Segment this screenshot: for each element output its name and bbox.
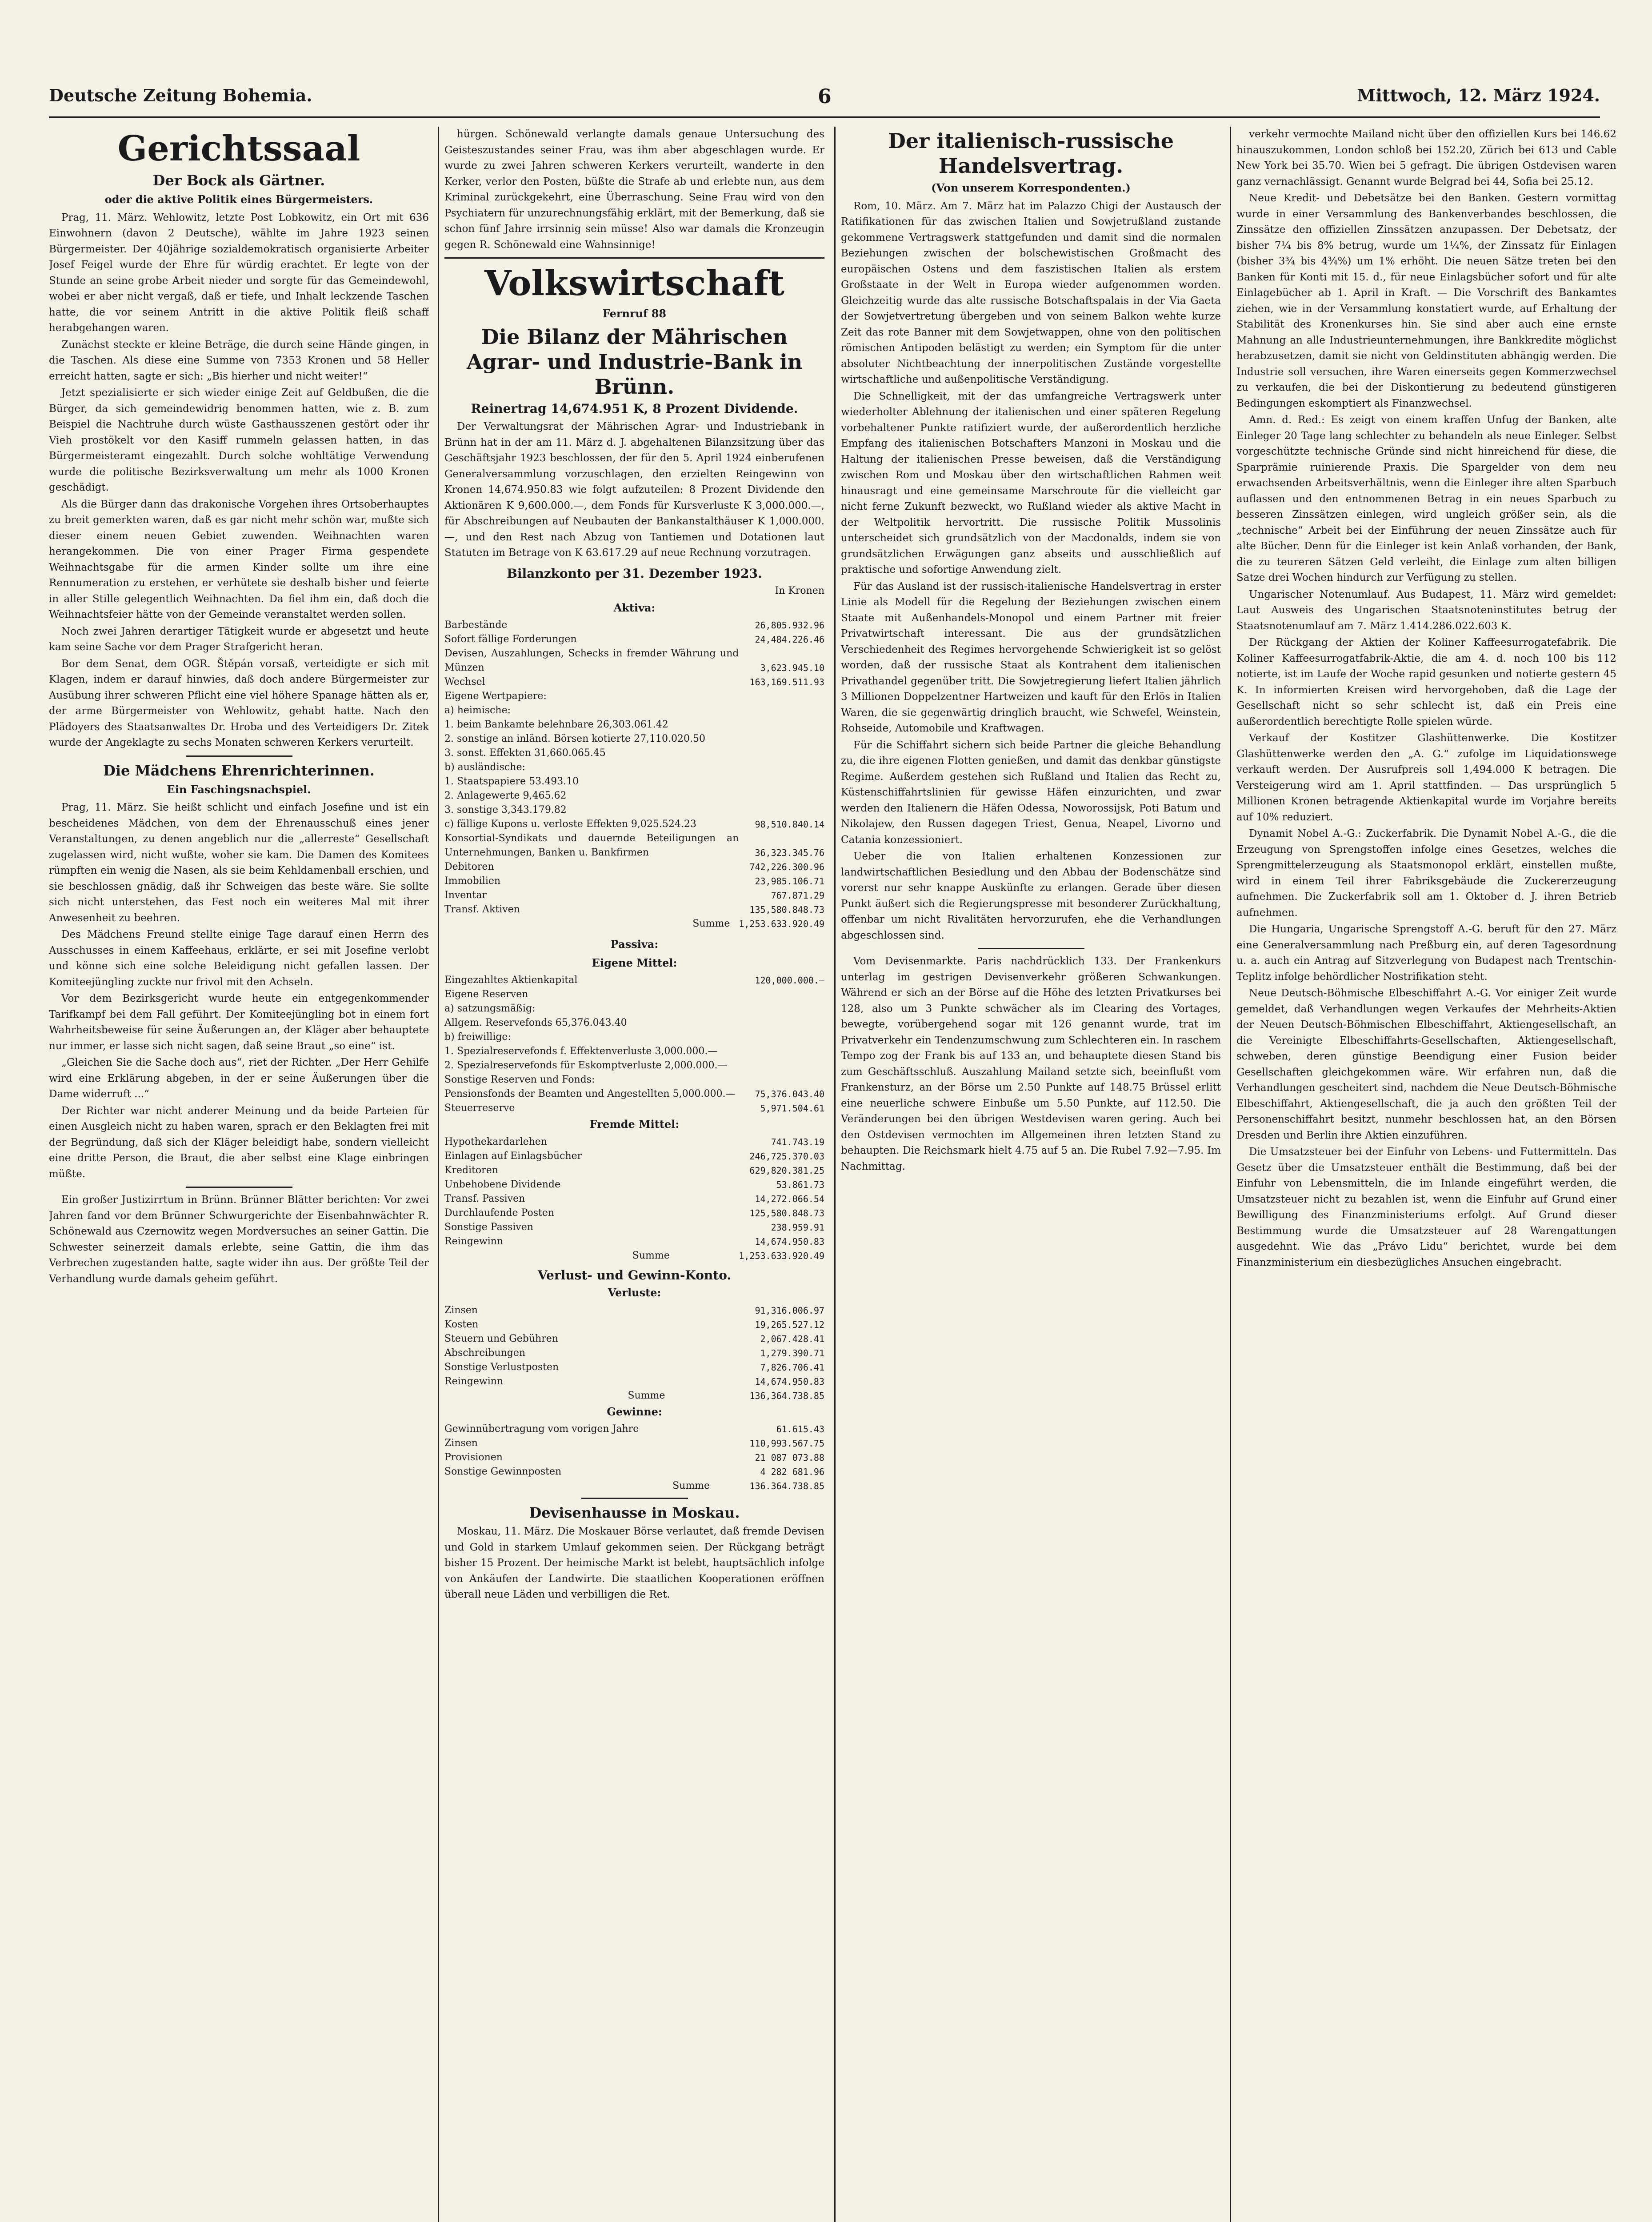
section-rule xyxy=(444,257,824,259)
table-row xyxy=(444,1059,824,1073)
table-row xyxy=(444,1206,824,1220)
row-label: c) fällige Kupons u. verloste Effekten 9,025.524.23 xyxy=(444,819,696,830)
row-label: Sofort fällige Forderungen xyxy=(444,634,577,645)
article-title: Devisenhausse in Moskau. xyxy=(529,1504,740,1521)
table-row xyxy=(444,860,824,874)
paragraph: Für die Schiffahrt sichern sich beide Partner die gleiche Behandlung zu, die ihre eigenen Flotten genießen, und damit das denkbar günstigste Regime. Außerdem gestehen sich Rußland und Italien das Recht zu, Küstenschiffahrtslinien für gewisse Häfen einzurichten, und zwar werden den Italienern die Häfen Odessa, Noworossijsk, Poti Batum und Nikolajew, den Russen dagegen Triest, Genua, Neapel, Livorno und Catania konzessioniert. xyxy=(841,739,1221,846)
fremde-mittel-table xyxy=(444,1135,824,1263)
table-row xyxy=(444,1422,824,1436)
article-divider xyxy=(186,755,292,757)
table-row xyxy=(444,1375,824,1389)
row-label: 3. sonstige 3,343.179.82 xyxy=(444,804,567,815)
article-body xyxy=(49,800,429,1182)
article-subtitle: oder die aktive Politik eines Bürgermeisters. xyxy=(104,193,373,206)
section-phone: Fernruf 88 xyxy=(602,307,667,320)
column-4 xyxy=(1236,127,1616,2222)
row-value: 741.743.19 xyxy=(771,1136,824,1147)
column-3 xyxy=(841,127,1221,2222)
table-row xyxy=(444,703,824,718)
table-row xyxy=(444,760,824,775)
gewinne-label: Gewinne: xyxy=(607,1405,662,1418)
row-label: 3. sonst. Effekten 31,660.065.45 xyxy=(444,747,606,759)
row-value: 91,316.006.97 xyxy=(755,1305,824,1316)
table-row xyxy=(444,1087,824,1101)
table-row xyxy=(444,903,824,917)
row-value: 1,253.633.920.49 xyxy=(739,1250,824,1261)
paragraph: Neue Deutsch-Böhmische Elbeschiffahrt A.-G. Vor einiger Zeit wurde gemeldet, daß Verhandlungen wegen Verkaufes der Mehrheits-Aktien der Neuen Deutsch-Böhmischen Elbeschiffahrt, Aktiengesellschaft, an die Vereinigte Elbeschiffahrts-Gesellschaften, Aktiengesellschaft, schweben, deren günstige Beendigung einer Fusion beider Gesellschaften gleichgekommen wäre. Wir erfahren nun, daß die Verhandlungen gescheitert sind, nachdem die Neue Deutsch-Böhmische Elbeschiffahrt, Aktiengesellschaft, die ja auch den größten Teil der Personenschiffahrt besitzt, nunmehr beschlossen hat, an den Börsen Dresden und Berlin ihre Aktien einzuführen. xyxy=(1236,987,1616,1141)
verluste-label: Verluste: xyxy=(608,1286,661,1299)
paragraph: Prag, 11. März. Wehlowitz, letzte Post Lobkowitz, ein Ort mit 636 Einwohnern (davon 2 Deutsche), wählte im Jahre 1923 seinen Bürgermeister. Der 40jährige sozialdemokratisch organisierte Arbeiter Josef Feigel wurde der Ehre für würdig erachtet. Er legte von der Stunde an seine grobe Arbeit nieder und sorgte für das Gemeindewohl, wobei er aber nicht vergaß, daß er tiefe, und Inhalt leckzende Taschen hatte, die vor seinem Antritt in die aktive Politik fleiß schaff herabgehangen waren. xyxy=(49,212,429,334)
article-body xyxy=(49,210,429,751)
article-title: Der italienisch-russische Handelsvertrag. xyxy=(888,129,1174,178)
masthead-date: Mittwoch, 12. März 1924. xyxy=(1357,85,1600,105)
row-label: Allgem. Reservefonds 65,376.043.40 xyxy=(444,1017,627,1028)
row-label: Barbestände xyxy=(444,619,508,631)
paragraph: Ueber die von Italien erhaltenen Konzessionen zur landwirtschaftlichen Besiedlung und den Abbau der Bodenschätze sind vorerst nur sehr knappe Auskünfte zu erlangen. Gerade über diesen Punkt äußert sich die Regierungspresse mit besonderer Zurückhaltung, offenbar um nicht Rivalitäten hervorzurufen, ehe die Verhandlungen abgeschlossen sind. xyxy=(841,851,1221,941)
paragraph: Der Verwaltungsrat der Mährischen Agrar- und Industriebank in Brünn hat in der am 11. März d. J. abgehaltenen Bilanzsitzung über das Geschäftsjahr 1923 beschlossen, der für den 5. April 1924 einberufenen Generalversammlung vorzuschlagen, den erzielten Reingewinn von Kronen 14,674.950.83 wie folgt aufzuteilen: 8 Prozent Dividende den Aktionären K 9,600.000.—, dem Fonds für Kursverluste K 3,000.000.—, für Abschreibungen auf Neubauten der Bankanstalthäuser K 1,000.000.—, und den Rest nach Abzug von Tantiemen und Dotationen laut Statuten im Betrage von K 63.617.29 auf neue Rechnung vorzutragen. xyxy=(444,421,824,559)
table-row xyxy=(444,1303,824,1318)
row-value: 26,805.932.96 xyxy=(755,620,824,631)
row-label: 1. Spezialreservefonds f. Effektenverluste 3,000.000.— xyxy=(444,1046,718,1057)
table-row xyxy=(444,1318,824,1332)
row-value: 767.871.29 xyxy=(771,890,824,901)
row-label: Gewinnübertragung vom vorigen Jahre xyxy=(444,1423,639,1435)
table-row xyxy=(444,803,824,817)
passiva-table xyxy=(444,973,824,1115)
table-row xyxy=(444,1346,824,1360)
table-row xyxy=(444,1178,824,1192)
row-value: 75,376.043.40 xyxy=(755,1089,824,1099)
table-row xyxy=(444,718,824,732)
row-label: Provisionen xyxy=(444,1452,503,1463)
balance-sheet-title: Bilanzkonto per 31. Dezember 1923. xyxy=(507,566,762,581)
table-row xyxy=(444,1163,824,1178)
table-row xyxy=(444,632,824,647)
passiva-label: Passiva: xyxy=(610,938,659,951)
paragraph: Vor dem Bezirksgericht wurde heute ein entgegenkommender Tarifkampf bei dem Fall geführt. Der Komiteejüngling bot in einem fort Wahrheitsbeweise für seine Äußerungen an, der Kläger aber behauptete nur immer, er lasse sich nicht sagen, daß seine Braut „so eine“ ist. xyxy=(49,993,429,1052)
row-value: 742,226.300.96 xyxy=(749,862,824,872)
article-title: Die Mädchens Ehrenrichterinnen. xyxy=(103,762,375,779)
table-row xyxy=(444,1389,824,1403)
article-title: Die Bilanz der Mährischen Agrar- und Industrie-Bank in Brünn. xyxy=(466,324,803,399)
table-row xyxy=(444,831,824,860)
row-label: Devisen, Auszahlungen, Schecks in fremder Währung und Münzen xyxy=(444,648,739,673)
row-value xyxy=(739,760,824,775)
article-body xyxy=(49,1192,429,1287)
column-divider xyxy=(834,127,836,2222)
row-value: 1,253.633.920.49 xyxy=(739,919,824,929)
row-label: 2. Anlagewerte 9,465.62 xyxy=(444,790,567,801)
row-value: 21 087 073.88 xyxy=(755,1452,824,1463)
row-label: b) freiwillige: xyxy=(444,1031,511,1043)
table-row xyxy=(444,1332,824,1346)
fremde-mittel-label: Fremde Mittel: xyxy=(589,1118,680,1131)
paragraph: Amn. d. Red.: Es zeigt von einem kraffen Unfug der Banken, alte Einleger 20 Tage lang schlechter zu behandeln als neue Einleger. Selbst vorgeschützte technische Gründe sind nicht hinreichend für diese, die Sparprämie ruinierende Praxis. Die Spargelder von dem neu erwachsenden Arbeitsverhältnis, wenn die Einleger ihre alten Sparbuch auflassen und den entnommenen Betrag in ein neues Sparbuch zu besseren Zinssätzen einlegen, wird ungleich größer sein, als die „technische“ Arbeit bei der Einführung der neuen Zinssätze auch für alte Bücher. Denn für die Einleger ist kein Anlaß vorhanden, der Bank, die zu teureren Sätzen Geld verleiht, die Einlage zum alten billigen Satze drei Wochen hindurch zur Verfügung zu stellen. xyxy=(1236,414,1616,583)
row-value: 61.615.43 xyxy=(776,1424,824,1435)
paragraph: hürgen. Schönewald verlangte damals genaue Untersuchung des Geisteszustandes seiner Frau, was ihm aber abgeschlagen wurde. Er wurde zu zwei Jahren schweren Kerkers verurteilt, wanderte in den Kerker, verlor den Posten, büßte die Strafe ab und erlebte nun, aus dem Kriminal zurückgekehrt, eine Überraschung. Seine Frau wird von den Psychiatern für unzurechnungsfähig erklärt, mit der Bemerkung, daß sie schon fünf Jahre irrsinnig sein müsse! Also war damals die Kronzeugin gegen R. Schönewald eine Wahnsinnige! xyxy=(444,128,824,251)
table-row xyxy=(444,874,824,888)
row-label: Durchlaufende Posten xyxy=(444,1207,555,1219)
row-label: a) satzungsmäßig: xyxy=(444,1003,536,1014)
table-row xyxy=(444,1436,824,1451)
row-label: 1. beim Bankamte belehnbare 26,303.061.42 xyxy=(444,719,668,730)
table-row xyxy=(444,1235,824,1249)
row-value xyxy=(751,987,824,1002)
masthead-page-number: 6 xyxy=(818,85,832,108)
row-label: Reingewinn xyxy=(444,1235,504,1247)
row-value xyxy=(739,789,824,803)
table-row xyxy=(444,817,824,831)
paragraph: Als die Bürger dann das drakonische Vorgehen ihres Ortsoberhauptes zu breit gemerkten waren, daß es gar nicht mehr schön war, mußte sich dieser einem neuen Gebiet zuwenden. Weihnachten waren herangekommen. Die von einer Prager Firma gespendete Weihnachtsgabe für die armen Kinder sollte um ihre eine Rennumeration zu erstehen, er verhütete sie deshalb bisher und feierte in aller Stille gelegentlich Weihnachten. Da fiel ihm ein, daß doch die Weihnachtsfeier hätte von der Gemeinde veranstaltet werden sollen. xyxy=(49,498,429,620)
row-value: 246,725.370.03 xyxy=(749,1151,824,1162)
table-row xyxy=(444,1002,824,1016)
row-value xyxy=(751,1044,824,1059)
row-value: 110,993.567.75 xyxy=(749,1438,824,1449)
row-value: 135,580.848.73 xyxy=(749,904,824,915)
row-value xyxy=(739,718,824,732)
paragraph: Die Schnelligkeit, mit der das umfangreiche Vertragswerk unter wiederholter Ablehnung der italienischen und einer späteren Regelung vorbehaltener Punkte ratifiziert wurde, der außerordentlich herzliche Empfang des italienischen Botschafters Manzoni in Moskau und die Haltung der italienischen Presse beweisen, daß die Verständigung zwischen Rom und Moskau über den wirtschaftlichen Rahmen weit hinausragt und eine gemeinsame Marschroute für die vielleicht gar nicht ferne Zukunft bezweckt, wo Rußland wieder als aktive Macht in der Weltpolitik hervortritt. Die russische Politik Mussolinis unterscheidet sich grundsätzlich von der Macdonalds, indem sie von grundsätzlichen Erwägungen ganz abseits und ausschließlich auf praktische und sofortige Anwendung zielt. xyxy=(841,390,1221,575)
table-row xyxy=(444,917,824,931)
row-label: a) heimische: xyxy=(444,705,511,716)
paragraph: Rom, 10. März. Am 7. März hat im Palazzo Chigi der Austausch der Ratifikationen für das zwischen Italien und Sowjetrußland zustande gekommene Vertragswerk stattgefunden und damit sind die normalen Beziehungen zwischen der bolschewistischen Großmacht des europäischen Ostens und dem faszistischen Italien als erstem Großstaate in der Welt in Europa wieder aufgenommen worden. Gleichzeitig wurde das alte russische Botschaftspalais in der Via Gaeta der Sowjetvertretung übergeben und von seinem Balkon wehte kurze Zeit das rote Banner mit dem Sowjetwappen, ohne von den politischen römischen Antipoden belästigt zu werden; ein Symptom für die unter absoluter Nichtbeachtung der innerpolitischen Zustände vorgestellte wirtschaftliche und außenpolitische Verständigung. xyxy=(841,200,1221,385)
row-label: Kreditoren xyxy=(444,1164,498,1176)
row-value xyxy=(739,803,824,817)
paragraph: Die Hungaria, Ungarische Sprengstoff A.-G. beruft für den 27. März eine Generalversammlung nach Preßburg ein, auf deren Tagesordnung u. a. auch ein Antrag auf Sitzverlegung von Budapest nach Trentschin-Teplitz infolge behördlicher Nostrifikation steht. xyxy=(1236,923,1616,983)
row-label: Zinsen xyxy=(444,1304,478,1316)
guv-title: Verlust- und Gewinn-Konto. xyxy=(537,1267,732,1283)
row-label: Summe xyxy=(672,1480,710,1491)
table-row xyxy=(444,775,824,789)
paragraph: Der Richter war nicht anderer Meinung und da beide Parteien für einen Ausgleich nicht zu haben waren, sprach er den Beklagten frei mit der Begründung, daß sich der Kläger beleidigt habe, sondern vielleicht eine dritte Person, die Braut, die aber selbst eine Klage einbringen müßte. xyxy=(49,1105,429,1180)
row-value xyxy=(751,1030,824,1044)
paragraph: Noch zwei Jahren derartiger Tätigkeit wurde er abgesetzt und heute kam seine Sache vor dem Prager Strafgericht heran. xyxy=(49,625,429,653)
row-label: Pensionsfonds der Beamten und Angestellten 5,000.000.— xyxy=(444,1088,736,1099)
article-body xyxy=(1236,127,1616,190)
table-row xyxy=(444,1073,824,1087)
article-divider xyxy=(581,1498,688,1499)
row-label: Debitoren xyxy=(444,861,494,872)
paragraph: Ungarischer Notenumlauf. Aus Budapest, 11. März wird gemeldet: Laut Ausweis des Ungarischen Staatsnoteninstitutes betrug der Staatsnotenumlauf am 7. März 1.414.286.022.603 K. xyxy=(1236,588,1616,632)
table-row xyxy=(444,1149,824,1163)
paragraph: Jetzt spezialisierte er sich wieder einige Zeit auf Geldbußen, die die Bürger, da sich gemeindewidrig benommen hatten, wie z. B. zum Beispiel die Nachtruhe durch wüste Gasthausszenen gestört oder ihr Vieh prostökelt vor den Kasiff rummeln gelassen hatten, in das Bürgermeisteramt eingezahlt. Durch solche wohltätige Verwendung wurde die politische Bezirksverwaltung um mehr als 1000 Kronen geschädigt. xyxy=(49,387,429,493)
row-label: Eigene Wertpapiere: xyxy=(444,691,547,702)
row-value: 23,985.106.71 xyxy=(755,876,824,887)
article-title: Der Bock als Gärtner. xyxy=(152,172,325,189)
row-value xyxy=(739,732,824,746)
row-value: 136,364.738.85 xyxy=(749,1390,824,1401)
article-body xyxy=(1236,191,1616,1271)
row-value: 125,580.848.73 xyxy=(749,1207,824,1219)
table-row xyxy=(444,888,824,903)
row-value: 14,674.950.83 xyxy=(755,1376,824,1387)
article-body xyxy=(841,954,1221,1175)
row-label: Transf. Passiven xyxy=(444,1193,525,1204)
row-label: Reingewinn xyxy=(444,1375,504,1387)
row-value xyxy=(751,1073,824,1087)
row-label: Abschreibungen xyxy=(444,1347,526,1359)
table-row xyxy=(444,647,824,675)
article-subtitle: (Von unserem Korrespondenten.) xyxy=(931,181,1131,194)
paragraph: Vom Devisenmarkte. Paris nachdrücklich 133. Der Frankenkurs unterlag im gestrigen Devisenverkehr größeren Schwankungen. Während er sich an der Börse auf die Höhe des letzten Privatkurses bei 128, also um 3 Punkte schwächer als im Clearing des Vortages, bewegte, vorübergehend sogar mit 126 genannt wurde, trat im Privatverkehr ein Tendenzumschwung zum Schlechteren ein. In raschem Tempo zog der Frank bis auf 133 an, und behauptete diesen Stand bis zum Geschäftsschluß. Auszahlung Mailand setzte sich, beeinflußt vom Frankensturz, an der Börse um 2.50 Punkte auf 148.75 Brüssel erlitt eine neuerliche schwere Einbuße um 5.50 Punkte, auf 112.50. Die Veränderungen bei den übrigen Westdevisen waren gering. Auch bei den Ostdevisen vermochten im Allgemeinen ihren letzten Stand zu behaupten. Die Reichsmark hielt 4.75 auf 5 an. Die Rubel 7.92—7.95. Im Nachmittag. xyxy=(841,955,1221,1172)
column-divider xyxy=(1230,127,1231,2222)
table-row xyxy=(444,1249,824,1263)
row-value: 19,265.527.12 xyxy=(755,1319,824,1330)
row-value: 1,279.390.71 xyxy=(760,1347,824,1359)
paragraph: Zunächst steckte er kleine Beträge, die durch seine Hände gingen, in die Taschen. Als diese eine Summe von 7353 Kronen und 58 Heller erreicht hatten, sagte er sich: „Bis hierher und nicht weiter!“ xyxy=(49,339,429,382)
eigene-mittel-label: Eigene Mittel: xyxy=(592,956,677,969)
table-row xyxy=(444,1479,824,1493)
article-subtitle: Ein Faschingsnachspiel. xyxy=(167,783,311,796)
paragraph: Prag, 11. März. Sie heißt schlicht und einfach Josefine und ist ein bescheidenes Mädchen, von dem der Ehrenausschuß eines jener Veranstaltungen, zu denen angeblich nur die „allerreste“ Gesellschaft zugelassen wird, nicht wußte, woher sie kam. Die Damen des Komitees rümpften ein wenig die Nasen, als sie beim Kehldamenball erschien, und sie beschlossen gnädig, daß ihr Schweigen das beste wäre. Sie sollte sich nicht unterstehen, das Fest noch ein weiteres Mal mit ihrer Anwesenheit zu beehren. xyxy=(49,802,429,924)
row-label: Summe xyxy=(628,1390,665,1401)
article-subtitle: Reinertrag 14,674.951 K, 8 Prozent Dividende. xyxy=(471,401,798,416)
paragraph: Bor dem Senat, dem OGR. Štěpán vorsaß, verteidigte er sich mit Klagen, indem er darauf hinwies, daß doch andere Bürgermeister zur Ausübung ihrer schweren Pflicht eine viel höhere Spanage hätten als er, der arme Bürgermeister von Wehlowitz, gehabt hatte. Nach den Plädoyers des Staatsanwaltes Dr. Hroba und des Verteidigers Dr. Zitek wurde der Angeklagte zu sechs Monaten schweren Kerkers verurteilt. xyxy=(49,658,429,748)
row-label: Sonstige Reserven und Fonds: xyxy=(444,1074,595,1085)
table-row xyxy=(444,618,824,632)
row-value: 120,000.000.— xyxy=(755,975,824,986)
row-value xyxy=(751,1016,824,1030)
column-2 xyxy=(444,127,824,2222)
row-label: Summe xyxy=(692,918,730,929)
article-body xyxy=(841,199,1221,944)
masthead xyxy=(49,85,1600,112)
row-value xyxy=(739,689,824,703)
row-value: 98,510.840.14 xyxy=(755,819,824,830)
paragraph: Moskau, 11. März. Die Moskauer Börse verlautet, daß fremde Devisen und Gold in starkem Umlauf gekommen seien. Der Rückgang beträgt bisher 15 Prozent. Der heimische Markt ist belebt, hauptsächlich infolge von Ankäufen der Landwirte. Die staatlichen Kooperationen eröffnen überall neue Läden und verbilligen die Ret. xyxy=(444,1526,824,1600)
row-value: 163,169.511.93 xyxy=(749,677,824,687)
table-row xyxy=(444,1101,824,1115)
table-row xyxy=(444,1044,824,1059)
article-divider xyxy=(186,1187,292,1188)
column-divider xyxy=(438,127,439,2222)
row-value: 3,623.945.10 xyxy=(760,663,824,673)
row-value: 36,323.345.76 xyxy=(755,847,824,858)
row-label: Zinsen xyxy=(444,1438,478,1449)
article-body xyxy=(444,419,824,561)
paragraph: Die Umsatzsteuer bei der Einfuhr von Lebens- und Futtermitteln. Das Gesetz über die Umsatzsteuer enthält die Bestimmung, daß bei der Einfuhr von Lebensmitteln, die im Inlande eingeführt werden, die Umsatzsteuer nicht zu bezahlen ist, wenn die Einfuhr auf Grund einer Bewilligung des Finanzministeriums erfolgt. Auf Grund dieser Bestimmung wurde die Umsatzsteuer auf 28 Warengattungen ausgedehnt. Wie das „Právo Lidu“ berichtet, wurde bei dem Finanzministerium ein diesbezügliches Ansuchen eingebracht. xyxy=(1236,1146,1616,1268)
row-label: Konsortial-Syndikats und dauernde Beteiligungen an Unternehmungen, Banken u. Bankfirmen xyxy=(444,833,739,858)
row-value xyxy=(739,703,824,718)
row-value: 4 282 681.96 xyxy=(760,1467,824,1477)
table-row xyxy=(444,1360,824,1375)
row-label: Immobilien xyxy=(444,875,501,887)
row-value: 53.861.73 xyxy=(776,1179,824,1190)
article-divider xyxy=(978,948,1084,949)
paragraph: Der Rückgang der Aktien der Koliner Kaffeesurrogatefabrik. Die Koliner Kaffeesurrogatfabrik-Aktie, die am 4. d. noch 100 bis 112 notierte, ist im Laufe der Woche rapid gesunken und notierte gestern 45 K. In informierten Kreisen wird hervorgehoben, daß die Lage der Gesellschaft nicht so sehr schlecht ist, daß ein Preis eine außerordentlich berechtigte Rolle spielen würde. xyxy=(1236,637,1616,727)
row-label: Hypothekardarlehen xyxy=(444,1136,548,1147)
table-row xyxy=(444,1220,824,1235)
table-row xyxy=(444,1451,824,1465)
table-row xyxy=(444,746,824,760)
row-label: Unbehobene Dividende xyxy=(444,1179,561,1190)
row-value: 7,826.706.41 xyxy=(760,1362,824,1373)
table-row xyxy=(444,1016,824,1030)
row-label: b) ausländische: xyxy=(444,762,525,773)
row-value: 629,820.381.25 xyxy=(749,1165,824,1176)
table-row xyxy=(444,1465,824,1479)
row-value: 5,971.504.61 xyxy=(760,1103,824,1114)
unit-label: In Kronen xyxy=(775,585,824,596)
paragraph: Neue Kredit- und Debetsätze bei den Banken. Gestern vormittag wurde in einer Versammlung des Bankenverbandes beschlossen, die Zinssätze den offiziellen Zinssätzen anzupassen. Der Debetsatz, der bisher 7¼ bis 8% betrug, wurde um 1¼%, der Zinssatz für Einlagen (bisher 3¾ bis 4¾%) um 1% erhöht. Die neuen Sätze treten bei den Banken für Konti mit 15. d., für neue Einlagsbücher sofort und für alte Einlagebücher ab 1. April in Kraft. — Die Vorschrift des Bankamtes ziehen, wie in der Versammlung konstatiert wurde, auf Erhaltung der Stabilität des Kronenkurses hin. Sie sind aber auch eine ernste Mahnung an alle Industrieunternehmungen, ihre Bankkredite möglichst herabzusetzen, damit sie nicht von Geldinstituten abhängig werden. Die Industrie soll versuchen, ihre Waren einerseits gegen Kommerzwechsel zu verkaufen, die bei der Diskontierung zu bedeutend günstigeren Bedingungen eskomptiert als Finanzwechsel. xyxy=(1236,192,1616,409)
row-value xyxy=(751,1002,824,1016)
row-label: Sonstige Verlustposten xyxy=(444,1361,559,1373)
row-label: Steuerreserve xyxy=(444,1103,515,1114)
row-label: Sonstige Passiven xyxy=(444,1221,533,1233)
row-label: 2. Spezialreservefonds für Eskomptverluste 2,000.000.— xyxy=(444,1060,728,1071)
row-label: Inventar xyxy=(444,890,487,901)
row-value: 14,272.066.54 xyxy=(755,1193,824,1204)
row-value: 136.364.738.85 xyxy=(749,1481,824,1491)
article-body xyxy=(444,127,824,253)
row-label: 1. Staatspapiere 53.493.10 xyxy=(444,776,579,787)
table-row xyxy=(444,789,824,803)
masthead-rule xyxy=(49,116,1600,118)
table-row xyxy=(444,675,824,689)
table-row xyxy=(444,689,824,703)
section-title-gerichtssaal: Gerichtssaal xyxy=(117,128,360,169)
row-label: Eigene Reserven xyxy=(444,989,528,1000)
row-value xyxy=(739,746,824,760)
table-row xyxy=(444,732,824,746)
row-label: Steuern und Gebühren xyxy=(444,1333,558,1344)
row-label: Sonstige Gewinnposten xyxy=(444,1466,562,1477)
paragraph: Ein großer Justizirrtum in Brünn. Brünner Blätter berichten: Vor zwei Jahren fand vor dem Brünner Schwurgerichte der Eisenbahnwächter R. Schönewald aus Czernowitz wegen Mordversuches an seiner Gattin. Die Schwester seinerzeit damals erlebte, seine Gattin, die ihm das Verbrechen zugestanden hatte, sagte wider ihn aus. Der größte Teil der Verhandlung wurde damals geheim geführt. xyxy=(49,1194,429,1285)
paragraph: Des Mädchens Freund stellte einige Tage darauf einen Herrn des Ausschusses in einem Kaffeehaus, erklärte, er sei mit Josefine verlobt und könne sich eine solche Beleidigung nicht gefallen lassen. Der Komiteejüngling zuckte nur frivol mit den Achseln. xyxy=(49,929,429,988)
aktiva-table xyxy=(444,618,824,931)
aktiva-label: Aktiva: xyxy=(613,601,656,614)
section-title-volkswirtschaft: Volkswirtschaft xyxy=(484,263,785,304)
table-row xyxy=(444,973,824,987)
masthead-newspaper-name: Deutsche Zeitung Bohemia. xyxy=(49,85,312,105)
table-row xyxy=(444,1030,824,1044)
gewinne-table xyxy=(444,1422,824,1493)
row-label: Kosten xyxy=(444,1319,479,1330)
row-label: Summe xyxy=(632,1250,670,1261)
paragraph: Dynamit Nobel A.-G.: Zuckerfabrik. Die Dynamit Nobel A.-G., die die Erzeugung von Sprengstoffen infolge eines Gesetzes, welches die Sprengmittelerzeugung als Staatsmonopol erklärt, einstellen mußte, wird in einem Teil ihrer Fabriksgebäude die Zuckererzeugung aufnehmen. Die Zuckerfabrik soll am 1. Oktober d. J. ihren Betrieb aufnehmen. xyxy=(1236,828,1616,919)
row-value xyxy=(739,775,824,789)
row-value xyxy=(751,1059,824,1073)
paragraph: Für das Ausland ist der russisch-italienische Handelsvertrag in erster Linie als Modell für die Regelung der Beziehungen zwischen einem Staate mit Außenhandels-Monopol und einem Partner mit freier Privatwirtschaft interessant. Die aus der grundsätzlichen Verschiedenheit des Regimes hervorgehende Schwierigkeit ist so gelöst worden, daß der russische Staat als Kontrahent dem italienischen Privathandel gegenüber tritt. Die Sowjetregierung liefert Italien jährlich 3 Millionen Doppelzentner Hartweizen und kauft für den Erlös in Italien Waren, die sie gegenwärtig dringlich braucht, wie Schwefel, Weinstein, Rohseide, Automobile und Kraftwagen. xyxy=(841,580,1221,734)
paragraph: verkehr vermochte Mailand nicht über den offiziellen Kurs bei 146.62 hinauszukommen, London schloß bei 152.20, Zürich bei 613 und Cable New York bei 35.70. Wien bei 5 gefragt. Die übrigen Ostdevisen waren ganz vernachlässigt. Genannt wurde Belgrad bei 44, Sofia bei 25.12. xyxy=(1236,128,1616,188)
row-value: 24,484.226.46 xyxy=(755,634,824,645)
table-row xyxy=(444,1192,824,1206)
article-body xyxy=(444,1524,824,1603)
row-label: Einlagen auf Einlagsbücher xyxy=(444,1150,582,1162)
paragraph: „Gleichen Sie die Sache doch aus“, riet der Richter. „Der Herr Gehilfe wird eine Erklärung abgeben, in der er seine Äußerungen über die Dame widerruft ...“ xyxy=(49,1057,429,1100)
table-row xyxy=(444,1135,824,1149)
row-label: 2. sonstige an inländ. Börsen kotierte 27,110.020.50 xyxy=(444,733,706,744)
table-row xyxy=(444,987,824,1002)
paragraph: Verkauf der Kostitzer Glashüttenwerke. Die Kostitzer Glashüttenwerke werden den „A. G.“ zufolge im Liquidationswege verkauft werden. Der Ausrufpreis soll 1,494.000 K betragen. Die Versteigerung wird am 1. April stattfinden. — Das ursprünglich 5 Millionen Kronen betragende Aktienkapital wurde im Vorjahre bereits auf 10% reduziert. xyxy=(1236,732,1616,823)
row-value: 2,067.428.41 xyxy=(760,1333,824,1344)
column-1 xyxy=(49,127,429,2222)
row-label: Eingezahltes Aktienkapital xyxy=(444,975,578,986)
row-label: Transf. Aktiven xyxy=(444,904,520,915)
row-value: 238.959.91 xyxy=(771,1222,824,1233)
verluste-table xyxy=(444,1303,824,1403)
row-label: Wechsel xyxy=(444,676,485,687)
row-value: 14,674.950.83 xyxy=(755,1236,824,1247)
